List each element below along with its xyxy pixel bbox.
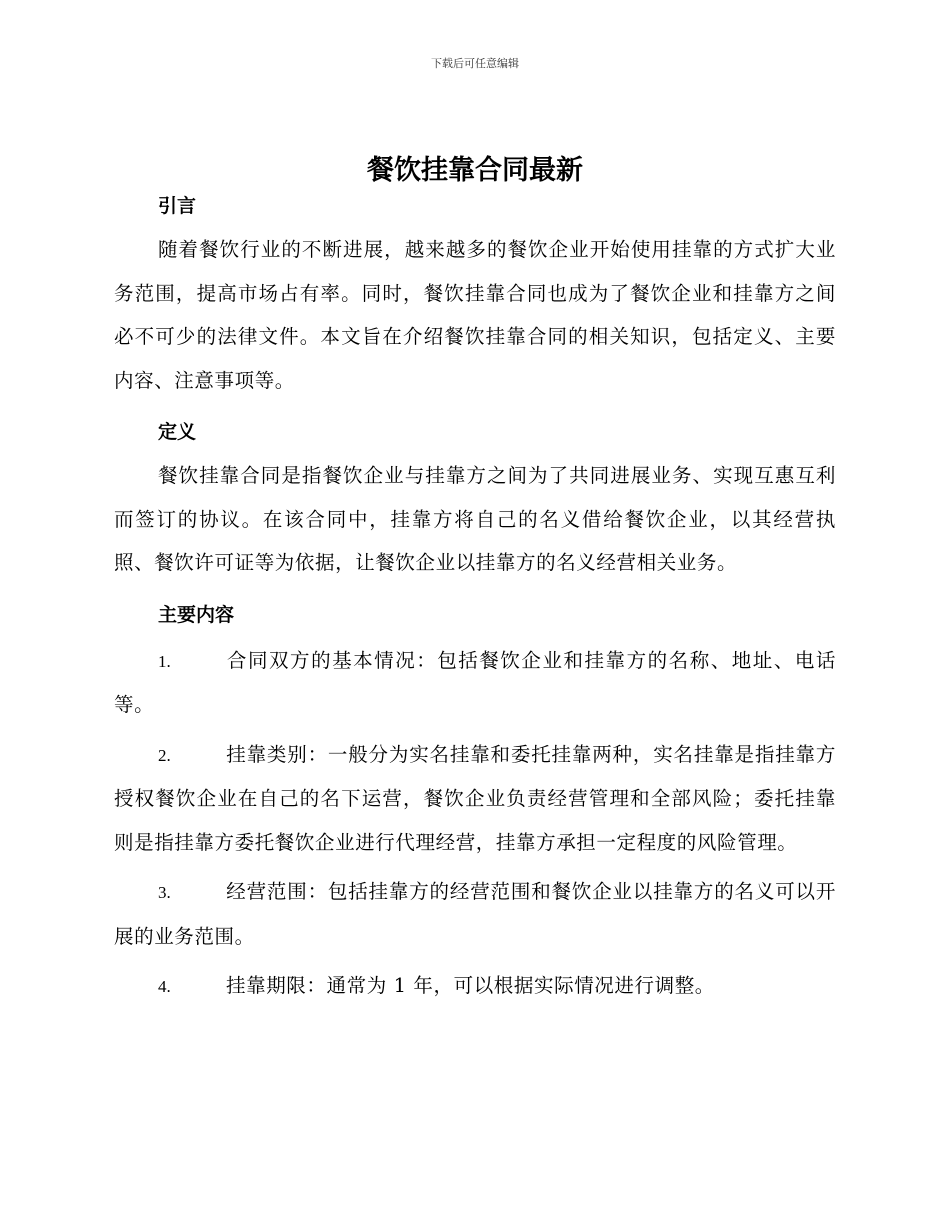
header-note: 下载后可任意编辑 <box>431 57 519 70</box>
section-heading-intro: 引言 <box>158 195 197 217</box>
section-heading-main-content: 主要内容 <box>158 603 235 626</box>
list-item <box>114 964 836 1009</box>
list-item-number: 1. <box>158 651 171 671</box>
list-item-text: 经营范围：包括挂靠方的经营范围和餐饮企业以挂靠方的名义可以开展的业务范围。 <box>114 880 836 948</box>
list-item-number: 3. <box>158 883 171 902</box>
section-heading-definition: 定义 <box>158 421 197 443</box>
list-item-text: 挂靠期限：通常为 1 年，可以根据实际情况进行调整。 <box>226 974 715 997</box>
list-item-number: 2. <box>158 745 171 765</box>
intro-paragraph: 随着餐饮行业的不断进展，越来越多的餐饮企业开始使用挂靠的方式扩大业务范围，提高市场占有率。同时，餐饮挂靠合同也成为了餐饮企业和挂靠方之间必不可少的法律文件。本文旨在介绍餐饮挂靠合同的相关知识，包括定义、主要内容、注意事项等。 <box>114 238 836 392</box>
document-body <box>114 188 836 1009</box>
definition-paragraph: 餐饮挂靠合同是指餐饮企业与挂靠方之间为了共同进展业务、实现互惠互利而签订的协议。在该合同中，挂靠方将自己的名义借给餐饮企业，以其经营执照、餐饮许可证等为依据，让餐饮企业以挂靠方的名义经营相关业务。 <box>114 464 836 574</box>
list-item-number: 4. <box>158 977 171 996</box>
list-item <box>114 870 836 958</box>
list-item <box>114 733 836 865</box>
main-content-list <box>114 639 836 1009</box>
list-item <box>114 639 836 727</box>
list-item-text: 挂靠类别：一般分为实名挂靠和委托挂靠两种，实名挂靠是指挂靠方授权餐饮企业在自己的名下运营，餐饮企业负责经营管理和全部风险；委托挂靠则是指挂靠方委托餐饮企业进行代理经营，挂靠方承担一定程度的风险管理。 <box>114 742 836 854</box>
document-title: 餐饮挂靠合同最新 <box>367 155 583 186</box>
list-item-text: 合同双方的基本情况：包括餐饮企业和挂靠方的名称、地址、电话等。 <box>114 648 836 716</box>
